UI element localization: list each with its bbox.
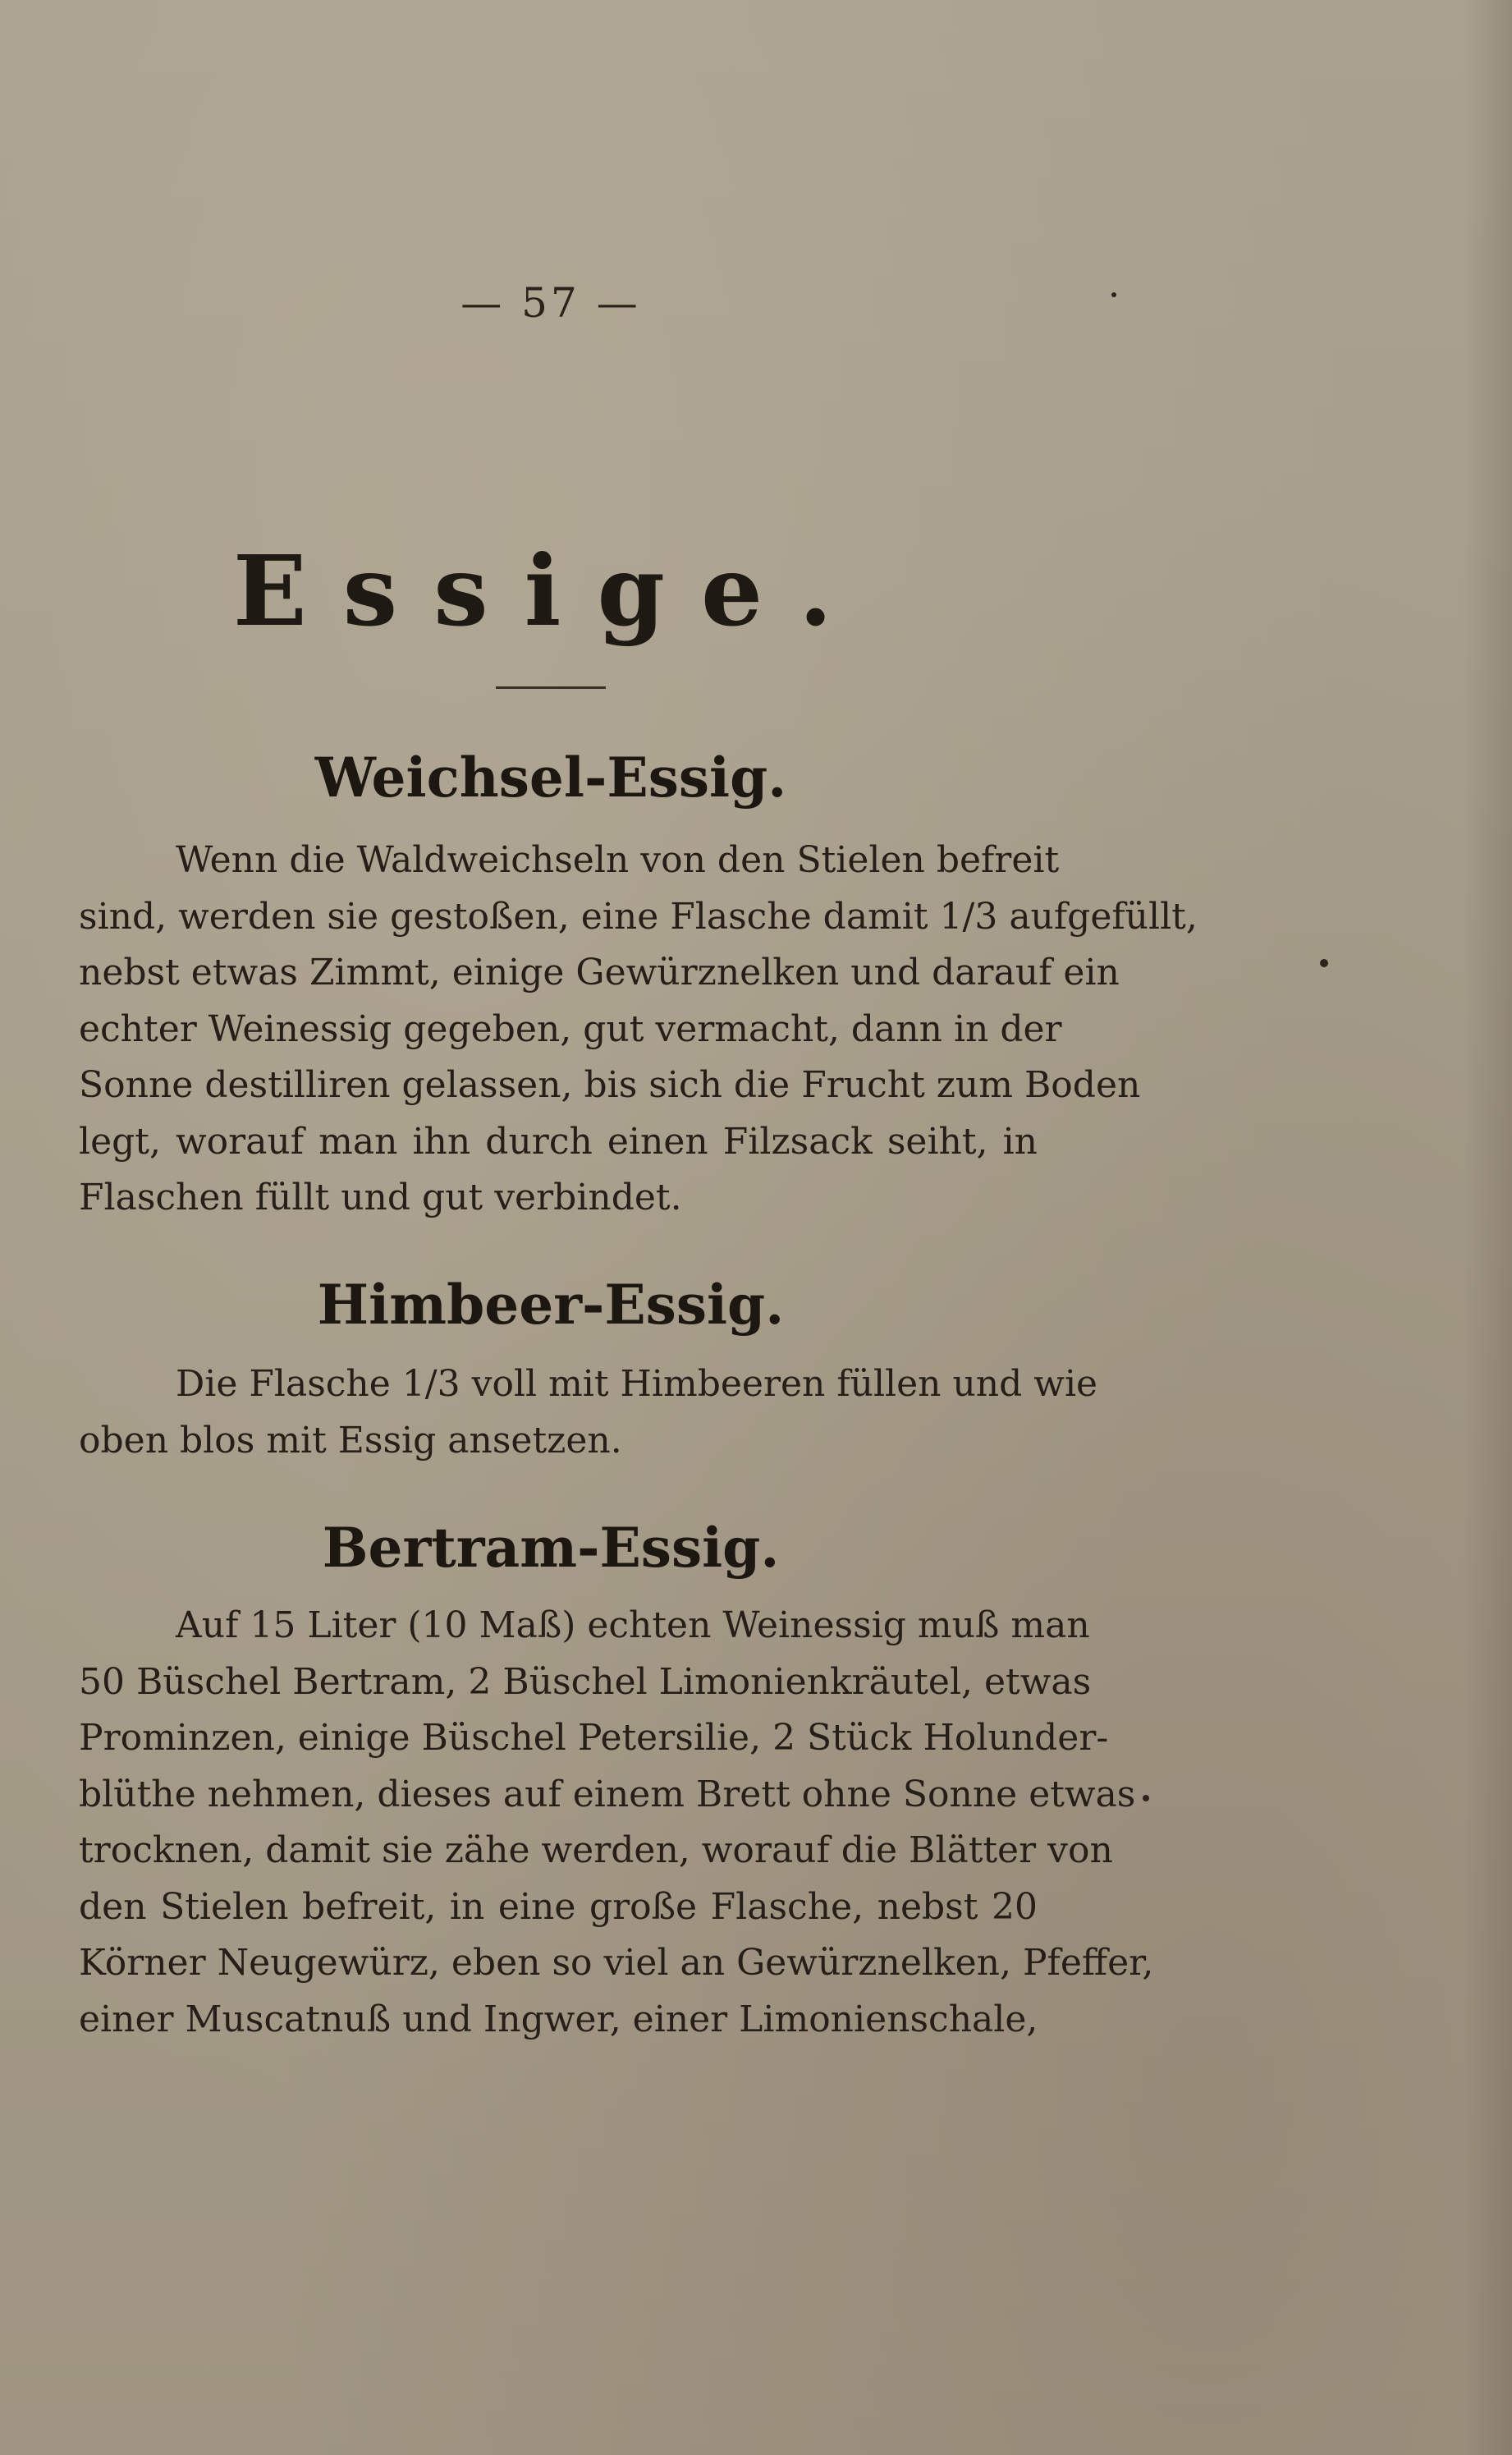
page-edge-shadow [1463, 0, 1512, 2455]
text-line: den Stielen befreit, in eine große Flasche, nebst 20 [79, 1885, 1038, 1928]
text-line: blüthe nehmen, dieses auf einem Brett ohne Sonne etwas [79, 1773, 1136, 1815]
text-line: Die Flasche 1/3 voll mit Himbeeren füllen und wie [176, 1363, 1098, 1405]
text-line: Sonne destilliren gelassen, bis sich die Frucht zum Boden [79, 1064, 1141, 1106]
text-line: 50 Büschel Bertram, 2 Büschel Limonienkräutel, etwas [79, 1660, 1092, 1703]
text-line: Flaschen füllt und gut verbindet. [79, 1177, 682, 1218]
text-line: echter Weinessig gegeben, gut vermacht, dann in der [79, 1007, 1062, 1050]
paper-speck [1111, 292, 1116, 297]
section-paragraph [79, 1598, 1154, 2048]
text-line: Auf 15 Liter (10 Maß) echten Weinessig muß man [176, 1604, 1090, 1646]
section-heading: Himbeer-Essig. [317, 1273, 785, 1337]
title-rule [496, 686, 606, 689]
page-number: — 57 — [460, 279, 641, 327]
text-line: trocknen, damit sie zähe werden, worauf die Blätter von [79, 1829, 1113, 1871]
paper-speck [1320, 959, 1328, 967]
text-line: Körner Neugewürz, eben so viel an Gewürznelken, Pfeffer, [79, 1942, 1154, 1984]
text-line: einer Muscatnuß und Ingwer, einer Limonienschale, [79, 1998, 1038, 2040]
section-paragraph [79, 1356, 1098, 1469]
text-line: oben blos mit Essig ansetzen. [79, 1419, 622, 1462]
text-line: Wenn die Waldweichseln von den Stielen befreit [176, 839, 1060, 881]
text-line: sind, werden sie gestoßen, eine Flasche damit 1/3 aufgefüllt, [79, 895, 1198, 938]
chapter-title: Essige. [232, 534, 869, 648]
text-line: legt, worauf man ihn durch einen Filzsack seiht, in [79, 1120, 1038, 1163]
paper-speck [1143, 1795, 1149, 1801]
section-heading: Bertram-Essig. [322, 1516, 780, 1580]
text-line: Prominzen, einige Büschel Petersilie, 2 Stück Holunder- [79, 1717, 1109, 1759]
text-line: nebst etwas Zimmt, einige Gewürznelken und darauf ein [79, 952, 1120, 993]
section-paragraph [79, 833, 1198, 1227]
section-heading: Weichsel-Essig. [314, 746, 787, 810]
